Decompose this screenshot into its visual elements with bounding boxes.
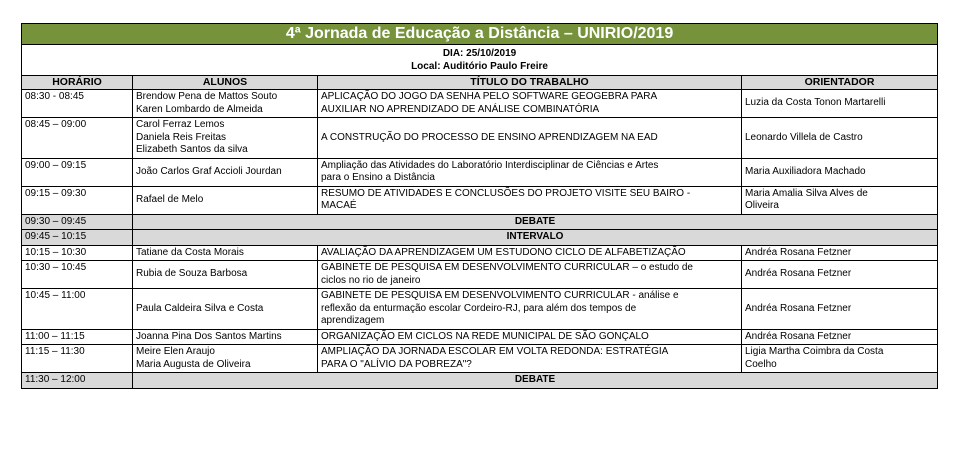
advisor-cell bbox=[742, 118, 938, 159]
work-title-cell-line: Ampliação das Atividades do Laboratório Interdisciplinar de Ciências e Artes bbox=[321, 159, 659, 171]
break-row bbox=[22, 373, 938, 389]
table-row bbox=[22, 90, 938, 118]
students-cell bbox=[133, 90, 318, 118]
work-title-cell-line: MACAÉ bbox=[321, 200, 357, 211]
time-cell: 10:15 – 10:30 bbox=[22, 245, 133, 261]
students-cell-line: Joanna Pina Dos Santos Martins bbox=[136, 330, 282, 342]
work-title-cell bbox=[318, 345, 742, 373]
time-cell: 10:30 – 10:45 bbox=[22, 261, 133, 289]
students-cell-line: Rafael de Melo bbox=[136, 193, 204, 205]
work-title-cell-line: AMPLIAÇÃO DA JORNADA ESCOLAR EM VOLTA REDONDA: ESTRATÉGIA bbox=[321, 346, 669, 357]
work-title-cell bbox=[318, 158, 742, 186]
time-cell: 11:30 – 12:00 bbox=[22, 373, 133, 389]
advisor-cell-line: Oliveira bbox=[745, 200, 779, 211]
work-title-cell-line: AVALIAÇÃO DA APRENDIZAGEM UM ESTUDONO CICLO DE ALFABETIZAÇÃO bbox=[321, 246, 686, 258]
advisor-cell bbox=[742, 245, 938, 261]
students-cell-line: Maria Augusta de Oliveira bbox=[136, 358, 251, 370]
advisor-cell bbox=[742, 289, 938, 330]
table-row bbox=[22, 186, 938, 214]
time-cell: 11:15 – 11:30 bbox=[22, 345, 133, 373]
table-row bbox=[22, 289, 938, 330]
work-title-cell bbox=[318, 245, 742, 261]
work-title-cell-line: ciclos no rio de janeiro bbox=[321, 274, 421, 286]
advisor-cell-line: Andréa Rosana Fetzner bbox=[745, 268, 852, 280]
work-title-cell-line: ORGANIZAÇÃO EM CICLOS NA REDE MUNICIPAL DE SÃO GONÇALO bbox=[321, 330, 649, 342]
event-location: Local: Auditório Paulo Freire bbox=[411, 61, 548, 72]
time-cell: 09:30 – 09:45 bbox=[22, 214, 133, 230]
col-header-advisor: ORIENTADOR bbox=[742, 76, 938, 90]
page-title: 4ª Jornada de Educação a Distância – UNIRIO/2019 bbox=[22, 24, 938, 45]
col-header-time: HORÁRIO bbox=[22, 76, 133, 90]
work-title-cell-line: para o Ensino a Distância bbox=[321, 172, 435, 183]
col-header-students: ALUNOS bbox=[133, 76, 318, 90]
advisor-cell bbox=[742, 261, 938, 289]
break-row bbox=[22, 214, 938, 230]
time-cell: 09:45 – 10:15 bbox=[22, 230, 133, 246]
advisor-cell-line: Andréa Rosana Fetzner bbox=[745, 302, 852, 314]
work-title-cell-line: RESUMO DE ATIVIDADES E CONCLUSÕES DO PROJETO VISITE SEU BAIRO - bbox=[321, 187, 691, 199]
work-title-cell bbox=[318, 90, 742, 118]
break-row bbox=[22, 230, 938, 246]
work-title-cell-line: aprendizagem bbox=[321, 315, 385, 326]
table-row bbox=[22, 261, 938, 289]
work-title-cell-line: PARA O "ALÍVIO DA POBREZA"? bbox=[321, 358, 472, 370]
schedule-table bbox=[21, 23, 938, 389]
event-date: DIA: 25/10/2019 bbox=[442, 48, 517, 59]
advisor-cell-line: Andréa Rosana Fetzner bbox=[745, 330, 852, 342]
work-title-cell bbox=[318, 186, 742, 214]
time-cell: 08:30 - 08:45 bbox=[22, 90, 133, 118]
students-cell bbox=[133, 329, 318, 345]
advisor-cell-line: Maria Amalia Silva Alves de bbox=[745, 187, 868, 199]
advisor-cell bbox=[742, 90, 938, 118]
students-cell bbox=[133, 186, 318, 214]
time-cell: 09:00 – 09:15 bbox=[22, 158, 133, 186]
students-cell-line: Karen Lombardo de Almeida bbox=[136, 103, 263, 115]
work-title-cell bbox=[318, 329, 742, 345]
students-cell-line: Carol Ferraz Lemos bbox=[136, 119, 225, 130]
students-cell bbox=[133, 245, 318, 261]
title-row bbox=[22, 24, 938, 45]
students-cell-line: Rubia de Souza Barbosa bbox=[136, 268, 248, 280]
work-title-cell-line: GABINETE DE PESQUISA EM DESENVOLVIMENTO CURRICULAR – o estudo de bbox=[321, 262, 693, 273]
advisor-cell-line: Ligia Martha Coimbra da Costa bbox=[745, 346, 884, 357]
advisor-cell-line: Leonardo Villela de Castro bbox=[745, 131, 863, 143]
break-label: INTERVALO bbox=[133, 230, 938, 246]
event-info bbox=[22, 45, 938, 76]
table-row bbox=[22, 329, 938, 345]
students-cell bbox=[133, 345, 318, 373]
time-cell: 08:45 – 09:00 bbox=[22, 118, 133, 159]
students-cell bbox=[133, 261, 318, 289]
work-title-cell bbox=[318, 118, 742, 159]
students-cell-line: Brendow Pena de Mattos Souto bbox=[136, 91, 278, 102]
table-row bbox=[22, 245, 938, 261]
table-row bbox=[22, 345, 938, 373]
break-label: DEBATE bbox=[133, 373, 938, 389]
time-cell: 09:15 – 09:30 bbox=[22, 186, 133, 214]
table-row bbox=[22, 118, 938, 159]
advisor-cell-line: Luzia da Costa Tonon Martarelli bbox=[745, 97, 886, 109]
schedule-document bbox=[21, 23, 937, 389]
time-cell: 11:00 – 11:15 bbox=[22, 329, 133, 345]
students-cell-line: Meire Elen Araujo bbox=[136, 346, 215, 357]
break-label: DEBATE bbox=[133, 214, 938, 230]
students-cell bbox=[133, 289, 318, 330]
students-cell bbox=[133, 158, 318, 186]
work-title-cell-line: A CONSTRUÇÃO DO PROCESSO DE ENSINO APRENDIZAGEM NA EAD bbox=[321, 131, 658, 143]
advisor-cell bbox=[742, 345, 938, 373]
info-row bbox=[22, 45, 938, 76]
students-cell-line: Paula Caldeira Silva e Costa bbox=[136, 302, 264, 314]
students-cell-line: Tatiane da Costa Morais bbox=[136, 246, 244, 258]
work-title-cell-line: AUXILIAR NO APRENDIZADO DE ANÁLISE COMBINATÓRIA bbox=[321, 103, 600, 115]
advisor-cell bbox=[742, 158, 938, 186]
table-row bbox=[22, 158, 938, 186]
work-title-cell bbox=[318, 289, 742, 330]
work-title-cell bbox=[318, 261, 742, 289]
column-header-row bbox=[22, 76, 938, 90]
students-cell bbox=[133, 118, 318, 159]
advisor-cell-line: Maria Auxiliadora Machado bbox=[745, 165, 866, 177]
work-title-cell-line: reflexão da enturmação escolar Cordeiro-RJ, para além dos tempos de bbox=[321, 302, 637, 314]
advisor-cell-line: Andréa Rosana Fetzner bbox=[745, 246, 852, 258]
col-header-title: TÍTULO DO TRABALHO bbox=[318, 76, 742, 90]
advisor-cell bbox=[742, 186, 938, 214]
work-title-cell-line: APLICAÇÃO DO JOGO DA SENHA PELO SOFTWARE GEOGEBRA PARA bbox=[321, 91, 658, 102]
advisor-cell bbox=[742, 329, 938, 345]
students-cell-line: João Carlos Graf Accioli Jourdan bbox=[136, 165, 282, 177]
students-cell-line: Daniela Reis Freitas bbox=[136, 131, 227, 143]
time-cell: 10:45 – 11:00 bbox=[22, 289, 133, 330]
students-cell-line: Elizabeth Santos da silva bbox=[136, 144, 248, 155]
work-title-cell-line: GABINETE DE PESQUISA EM DESENVOLVIMENTO CURRICULAR - análise e bbox=[321, 290, 679, 301]
advisor-cell-line: Coelho bbox=[745, 358, 777, 370]
